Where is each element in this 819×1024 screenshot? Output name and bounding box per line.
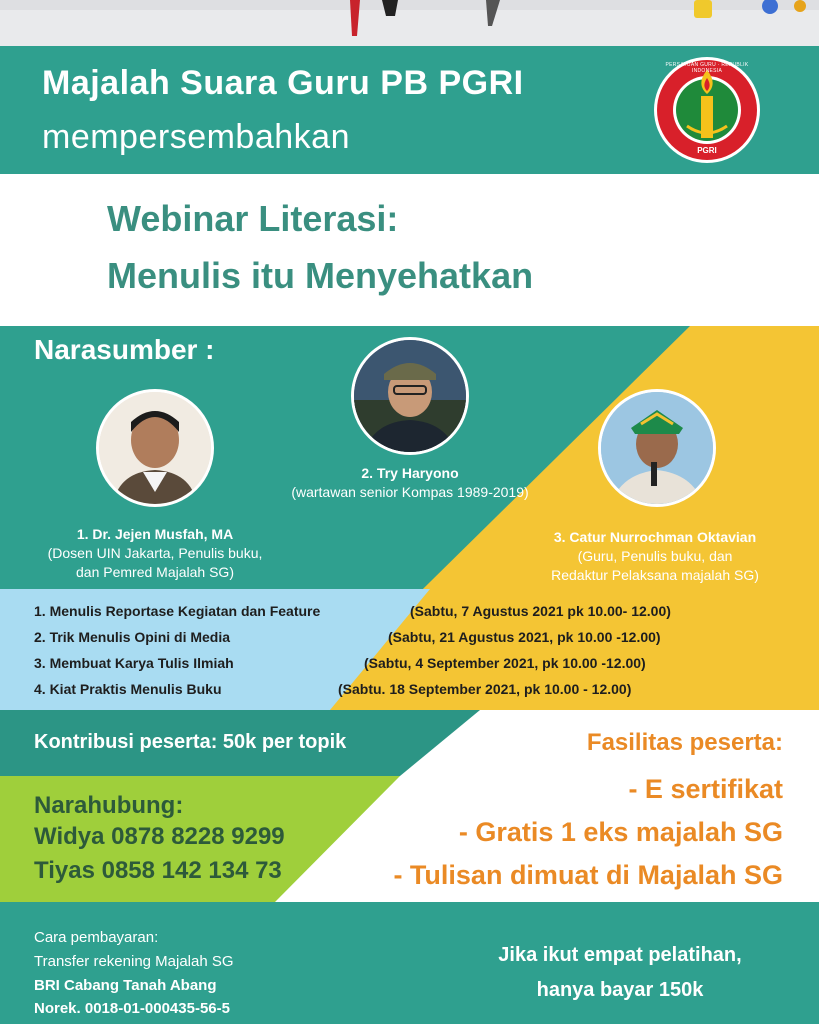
narasumber-heading: Narasumber :	[34, 334, 215, 365]
payment-line-4: Norek. 0018-01-000435-56-5	[34, 1000, 230, 1017]
speaker-2-desc: (wartawan senior Kompas 1989-2019)	[291, 484, 529, 500]
logo-ring-text: PERSATUAN GURU · REPUBLIK INDONESIA	[665, 62, 749, 74]
payment-line-1: Cara pembayaran:	[34, 929, 159, 946]
topic-4-time: (Sabtu. 18 September 2021, pk 10.00 - 12.00)	[338, 681, 632, 697]
person-icon	[601, 392, 713, 504]
speaker-1-name: 1. Dr. Jejen Musfah, MA	[76, 526, 234, 542]
payment-line-2: Transfer rekening Majalah SG	[34, 953, 234, 970]
topic-3-time: (Sabtu, 4 September 2021, pk 10.00 -12.00)	[364, 655, 646, 671]
fasilitas-item-3: - Tulisan dimuat di Majalah SG	[393, 860, 783, 890]
speaker-3-name: 3. Catur Nurrochman Oktavian	[553, 529, 757, 545]
speaker-3-desc-1: (Guru, Penulis buku, dan	[577, 548, 733, 564]
speaker-1-desc-1: (Dosen UIN Jakarta, Penulis buku,	[47, 545, 263, 561]
topic-1-title: 1. Menulis Reportase Kegiatan dan Feature	[34, 603, 321, 619]
topic-2-title: 2. Trik Menulis Opini di Media	[34, 629, 231, 645]
header-line-2: mempersembahkan	[42, 118, 350, 156]
narahubung-contact-2: Tiyas 0858 142 134 73	[34, 857, 282, 884]
speaker-2-photo	[351, 337, 469, 455]
speaker-1-desc-2: dan Pemred Majalah SG)	[76, 564, 234, 580]
speaker-2-name: 2. Try Haryono	[361, 465, 459, 481]
payment-line-3: BRI Cabang Tanah Abang	[34, 977, 217, 994]
title-line-2: Menulis itu Menyehatkan	[107, 255, 534, 296]
fasilitas-item-2: - Gratis 1 eks majalah SG	[458, 817, 783, 847]
narahubung-heading: Narahubung:	[34, 792, 184, 819]
pgri-logo	[653, 56, 761, 164]
topic-4-title: 4. Kiat Praktis Menulis Buku	[34, 681, 222, 697]
speaker-3-desc-2: Redaktur Pelaksana majalah SG)	[551, 567, 759, 583]
speaker-3-photo	[598, 389, 716, 507]
topic-2-time: (Sabtu, 21 Agustus 2021, pk 10.00 -12.00)	[388, 629, 661, 645]
narahubung-contact-1: Widya 0878 8228 9299	[34, 823, 285, 850]
logo-bottom-text: PGRI	[697, 146, 717, 155]
header-line-1: Majalah Suara Guru PB PGRI	[42, 64, 524, 102]
fasilitas-item-1: - E sertifikat	[628, 774, 783, 804]
person-icon	[354, 340, 466, 452]
topic-3-title: 3. Membuat Karya Tulis Ilmiah	[34, 655, 234, 671]
speaker-1-photo	[96, 389, 214, 507]
promo-line-2: hanya bayar 150k	[536, 979, 704, 1001]
kontribusi-text: Kontribusi peserta: 50k per topik	[34, 731, 347, 753]
promo-line-1: Jika ikut empat pelatihan,	[498, 944, 742, 966]
title-line-1: Webinar Literasi:	[107, 198, 399, 239]
topic-1-time: (Sabtu, 7 Agustus 2021 pk 10.00- 12.00)	[410, 603, 671, 619]
person-icon	[99, 392, 211, 504]
fasilitas-heading: Fasilitas peserta:	[586, 729, 783, 756]
